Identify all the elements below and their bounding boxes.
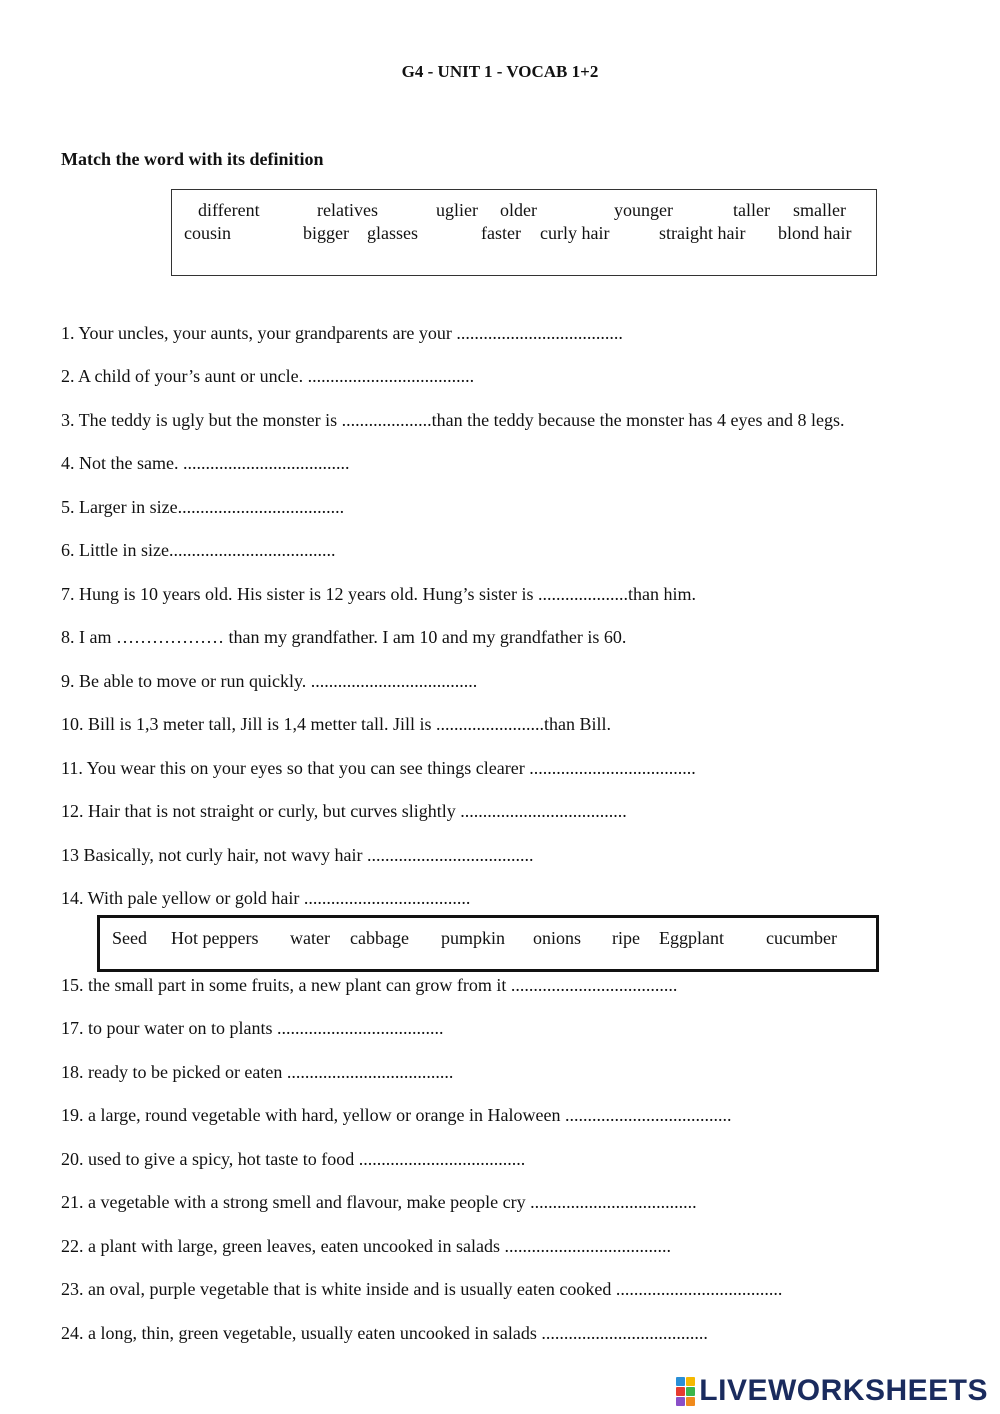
word-bank-word: blond hair [778, 223, 852, 243]
word-bank-word: older [500, 200, 537, 220]
word-bank-word: bigger [303, 223, 349, 243]
word-bank-word: faster [481, 223, 521, 243]
word-bank-word: cucumber [766, 928, 837, 948]
question-2: 2. A child of your’s aunt or uncle. ..................................... [61, 366, 475, 386]
word-bank-word: uglier [436, 200, 478, 220]
word-bank-word: glasses [367, 223, 418, 243]
question-20: 20. used to give a spicy, hot taste to food ..................................... [61, 1149, 526, 1169]
word-bank-word: taller [733, 200, 770, 220]
word-bank-word: straight hair [659, 223, 746, 243]
logo-square [686, 1377, 695, 1386]
word-bank-box-1 [171, 189, 877, 276]
question-8: 8. I am ……………… than my grandfather. I am 10 and my grandfather is 60. [61, 627, 627, 647]
word-bank-word: curly hair [540, 223, 610, 243]
question-1: 1. Your uncles, your aunts, your grandparents are your ..................................... [61, 323, 623, 343]
question-7: 7. Hung is 10 years old. His sister is 12 years old. Hung’s sister is ....................than him. [61, 584, 696, 604]
word-bank-word: younger [614, 200, 673, 220]
question-6: 6. Little in size..................................... [61, 540, 336, 560]
logo-square [686, 1387, 695, 1396]
worksheet-title: G4 - UNIT 1 - VOCAB 1+2 [401, 62, 599, 81]
question-15: 15. the small part in some fruits, a new plant can grow from it ..................................... [61, 975, 678, 995]
word-bank-word: pumpkin [441, 928, 506, 948]
question-13: 13 Basically, not curly hair, not wavy hair ..................................... [61, 845, 534, 865]
question-23: 23. an oval, purple vegetable that is white inside and is usually eaten cooked ..................................... [61, 1279, 783, 1299]
word-bank-word: ripe [612, 928, 640, 948]
word-bank-word: onions [533, 928, 582, 948]
logo-square [686, 1397, 695, 1406]
logo-icon [676, 1377, 695, 1406]
question-9: 9. Be able to move or run quickly. ..................................... [61, 671, 478, 691]
instruction-heading: Match the word with its definition [61, 149, 324, 169]
question-21: 21. a vegetable with a strong smell and flavour, make people cry ..................................... [61, 1192, 697, 1212]
brand-name: LIVEWORKSHEETS [699, 1374, 988, 1407]
word-bank-word: different [198, 200, 260, 220]
word-bank-word: Eggplant [659, 928, 724, 948]
question-12: 12. Hair that is not straight or curly, but curves slightly ..................................... [61, 801, 627, 821]
logo-square [676, 1387, 685, 1396]
liveworksheets-logo [676, 1374, 988, 1408]
question-4: 4. Not the same. ..................................... [61, 453, 350, 473]
question-10: 10. Bill is 1,3 meter tall, Jill is 1,4 metter tall. Jill is ........................than Bill. [61, 714, 611, 734]
question-22: 22. a plant with large, green leaves, eaten uncooked in salads ..................................... [61, 1236, 672, 1256]
question-18: 18. ready to be picked or eaten ..................................... [61, 1062, 454, 1082]
word-bank-word: Hot peppers [171, 928, 259, 948]
word-bank-word: Seed [112, 928, 147, 948]
word-bank-word: cousin [184, 223, 231, 243]
question-11: 11. You wear this on your eyes so that you can see things clearer ..................................... [61, 758, 696, 778]
logo-square [676, 1397, 685, 1406]
question-14: 14. With pale yellow or gold hair ..................................... [61, 888, 471, 908]
word-bank-word: smaller [793, 200, 846, 220]
logo-square [676, 1377, 685, 1386]
question-3: 3. The teddy is ugly but the monster is ....................than the teddy because the monster has 4 eyes and 8 legs. [61, 410, 845, 430]
word-bank-word: cabbage [350, 928, 409, 948]
question-19: 19. a large, round vegetable with hard, yellow or orange in Haloween ..................................... [61, 1105, 732, 1125]
word-bank-box-2 [97, 915, 879, 972]
question-17: 17. to pour water on to plants ..................................... [61, 1018, 444, 1038]
question-24: 24. a long, thin, green vegetable, usually eaten uncooked in salads ..................................... [61, 1323, 708, 1343]
question-5: 5. Larger in size..................................... [61, 497, 345, 517]
word-bank-word: relatives [317, 200, 378, 220]
word-bank-word: water [290, 928, 330, 948]
